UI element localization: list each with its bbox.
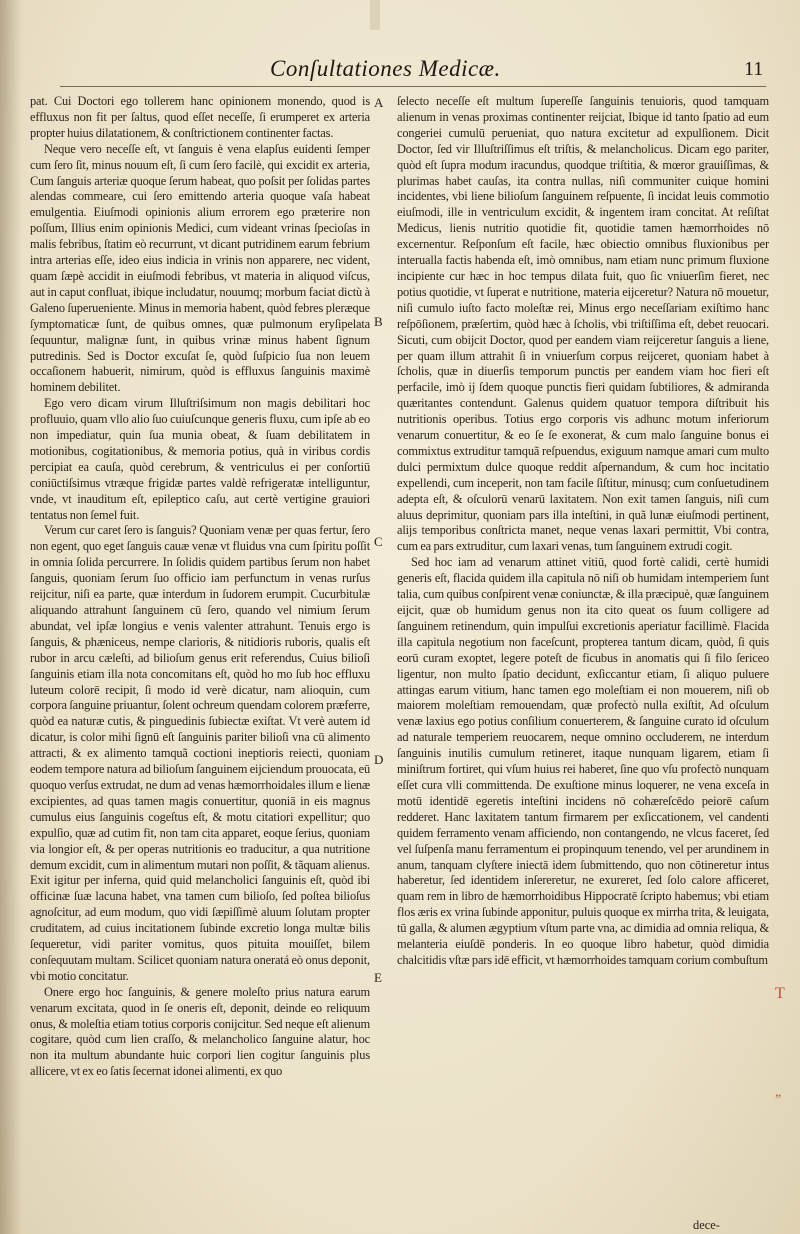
section-marker-c: C — [374, 534, 383, 549]
margin-note-2: „ — [775, 1085, 782, 1100]
page-smudge — [370, 0, 380, 30]
section-marker-d: D — [374, 752, 384, 767]
header-rule — [60, 86, 766, 87]
section-marker-a: A — [374, 95, 384, 110]
left-column — [30, 94, 370, 1080]
margin-note-1: T — [775, 985, 785, 1002]
section-marker-e: E — [374, 970, 382, 985]
left-paragraph-4: Verum cur caret ſero is ſanguis? Quoniam venæ per quas fertur, ſero non egent, quo eget ſanguis cauæ venæ vt fluidus vna cum ſpiritu poſſit in omnia ſolida percurrere. In ſolidis quidem partibus ſerum non habet ſanguis, quoniam ſerum ſuo officio iam perfunctum in venas rurſus reijcitur, niſi ea parte, quæ interdum in ſudorem erumpit. Cucurbitulæ aliquando attrahunt ſanguinem cū ſero, quando vel nimium ſerum abundat, vel ipſæ longius e venis valenter attrahunt. Tenuis ergo is ſanguis, & phæniceus, nempe clarioris, & nitidioris ruboris, qualis eſt rubor in arcu cæleſti, ad bilioſum genus erit referendus, Cuius bilioſi ſanguinis etiam illa nota concomitans eſt, quòd ho mo ſub hoc effluxu luteum colorē recipit, ſi modo id verè dicatur, nam alioquin, cum corpora ſanguine priuantur, ſolent ochreum quendam colorem præferre, quòd ea naturæ cutis, & pinguedinis ſubiectæ exiſtat. Vt verè autem id dicatur, is color mihi ſignū eſt ſanguinis pariter bilioſi vna cū alimento attracti, & ex alimento tamquã coctioni ineptioris reiecti, quoniam eodem tempore natura ad bilioſum ſanguinem eijciendum prouocata, eū quoquo verſus extrudat, ne dum ad venas hæmorrhoidales illum e lienæ excipientes, ad quas tamen magis conuertitur, quoniā in eis magnus cumulus eius ſanguinis cogeſtus eſt, & motu citatiori expellitur; quo expulſio, quæ ad cutim fit, non tam cita apparet, eoque ſerius, quoniam via longior eſt, & per operas nutritionis eo traducitur, a qua nutritione demum excidit, cum in alimentum mutari non poſſit, & tãquam alienus. Exit igitur per inferna, quid quid melancholici ſanguinis eſt, quòd ibi officinæ ſuæ lacuna habet, vna tamen cum bilioſo, ſed poſtea bilioſus agnoſcitur, ad eum modum, quo vidi ſæpiſſimè aluum ſolutam propter cruditatem, ad cuius incitationem ſubinde excretio longa multæ bilis ſequeretur, vidi pariter vomitus, quos pituita mouiſſet, bilem conſequutam multam. Scilicet quoniam natura oneratá eò onus deponit, vbi motio concitatur. — [30, 523, 370, 983]
left-paragraph-3: Ego vero dicam virum Illuſtriſsimum non magis debilitari hoc profluuio, quam vllo alio ſuo cuiuſcunque generis fluxu, cum ipſe ab eo non impediatur, quin ſua munia obeat, & ſuam debilitatem in motionibus, cogitationibus, & memoria potius, quà in viribus cordis percipiat ea cauſa, quòd cerebrum, & ventriculus ei per conſortiū coniūctiſsimus vtræque frigidæ partes valdè refrigeratæ intelliguntur, vnde, vt inauditum eſt, epileptico caſu, aut certè vertigine grauiori tentatus non ſemel fuit. — [30, 396, 370, 522]
right-paragraph-1: ſelecto neceſſe eſt multum ſupereſſe ſanguinis tenuioris, quod tamquam alienum in venas proximas continenter reijciat, Ibique id tanto ſpatio ad eum congeriei cumulū perueniat, quo natura excitetur ad expulſionem. Dicit Doctor, ſed vir Illuſtriſſimus eſt triſtis, & melancholicus. Dicam ego pariter, quòd eſt ſupra modum iracundus, quodque triſtitia, & mœror grauiſſimas, & plurimas habet cauſas, ita contra nullas, niſi communiter cuique homini incidentes, vbi liene bilioſum ſanguinem reſpuente, ſi incidat leuis commotio eiuſmodi, ille in ventriculum excidit, & ingentem iram concitat. At reſiſtat Medicus, lienis nutritio quotidie fit, quotidie tamen hæmorrhoides nō excernentur. Reſponſum eſt facile, hæc obiectio omnibus fluxionibus per interualla factis habenda eſt, imò omnibus, nam etiam nunc primum fluxione incipiente cur hæc in hoc tempus dilata fuit, quo ſic vniuerſim fieret, nec potius quotidie, vt ſuperat e nutritione, materia eijceretur? Natura nō mouetur, niſi cumulo iuſto facto moleſtæ rei, Minus ergo neceſſariam exiſtimo hanc reſpōſionem, præſertim, quòd hæc à ſcholis, vbi triſtiſſima eſt, debet reuocari. Sicuti, cum obijcit Doctor, quod per eandem viam reijceretur ſanguis a liene, per quam illum attrahit ſi in vniuerſum corpus reijceret, quoniam habet à ſcholis, quæ in diuerſis temporum punctis per eandem viam hoc fieri eſt perfacile, imò ij ſdem quoque punctis fieri quidam ſubtiliores, & admiranda quæritantes contendunt. Galenus quidem quatuor tempora diſtribuit his nutritionis operibus. Totius ergo corporis vis adhunc motum inferiorum venarum conuertitur, & eo ſe ſe exonerat, & cum malo ſanguine bonus ei commixtus extruditur tamquã reſpuendus, exiguum namque amari cum multo dulci permixtum dulce quoque reddit aſpernandum, & cum hoc incitatio expellendi, cum inceperit, non tam facile ſiſtitur, minusq; cum conſuetudinem adepta eſt, & oſculorū venarū laxitatem. Non exit tamen ſanguis, niſi cum aluus deprimitur, quoniam pars illa inteſtini, in quã lunæ eiuſmodi pertinent, alijs temporibus conſtricta manet, neque venas laxari permittit, Vbi contra, cum ea pars extruditur, cum laxari venas, tum ſanguinem extrudi cogit. — [397, 94, 769, 554]
page-number: 11 — [744, 58, 764, 80]
right-paragraph-2: Sed hoc iam ad venarum attinet vitiū, quod fortè calidi, certè humidi generis eſt, flacida quidem illa capitula nō niſi ob humidam intemperiem ſunt talia, cum quibus conſpirent venæ coniunctæ, & illa præcipuè, quæ ſanguinem eijcit, quæ ob humidum genus non ita cito queat os ſuum colligere ad ſanguinem retinendum, quin impulſui excretionis aperiatur facillimè. Flacida illa capitula negotium non faceſcunt, propterea tantum dicam, quòd, ſi quis eorū curam exoptet, legere poteſt de ficubus in anomatis qui ſi filo ſericeo ligentur, non multo ſpatio decidunt, exſiccantur etiam, ſi aliquo puluere attingas earum vitium, hanc tamen ego moleſtiam ei non mouerem, niſi ob maiorem moleſtiam remouendam, quæ profectò nulla exiſtit, Ad oſculum venæ laxius ego potius conſilium conuerterem, & ſanguine curato id oſculum ad naturale temperiem reuocarem, neque omnino occluderem, ne interdum ſanguinis inutilis cumulum retineret, itaque nunquam ligarem, etiam ſi miniſtrum fortiret, qui vſum huius rei haberet, ſine quo vſu profectò nunquam eſſet cura vlli committenda. De exuſtione minus loquerer, ne vena exceſa in motū identidē egeretis inteſtini incidens nō cohæreſcēdo peiorē caſum redderet. Hanc laxitatem tantum firmarem per exſiccationem, vel candenti quidem ferramento venam afficiendo, non contangendo, ne vlcus faceret, ſed vel ſuſpenſa manu ferramentum ei propinquum tenendo, vel per arundinem in anum, tanquam clyſtere iniectā idem ſubmittendo, quo non cōtineretur intus haberetur, ſed identidem inſereretur, ne exureret, ſed ſolo calore afficeret, quam rem in libro de hæmorrhoidibus Hippocratē ſcripto habemus; vbi etiam flos æris ex vrina ſubinde apponitur, puluis quoque ex mirrha trita, & leuigata, tū galla, & alumen ægyptium vſtum parte vna, ac dimidia ad omnia reliqua, & melanteria eiuſdē ponderis. In eo quoque libro habetur, quòd dimidia chalcitidis vſtæ pars idē efficit, vt hæmorrhoides tamquam corium combuſtum — [397, 555, 769, 967]
left-paragraph-5: Onere ergo hoc ſanguinis, & genere moleſto prius natura earum venarum excitata, quod in ſe oneris eſt, deponit, deinde eo reliquum onus, & moleſtia etiam totius corporis conijcitur. Sed neque eſt alienum cogitare, quòd cum lien craſſo, & melancholico ſanguine alatur, hoc non ita multum abundante huic corpori lien cogitur ſanguinis plus allicere, vt ex eo ſatis ſecernat idonei alimenti, ex quo — [30, 984, 370, 1079]
left-paragraph-2: Neque vero neceſſe eſt, vt ſanguis è vena elapſus euidenti ſemper cum ſero ſit, minus nouum eſt, ſi cum ſero facilè, qui excidit ex arteria, Cum ſanguis arteriæ quoque ſerum habeat, quo poſsit per ſolidas partes alendas commeare, cui ſero emittendo arteria quoque vaſa habeat emulgentia. Eiuſmodi opinionis alium errorem ego præterire non poſſum, Illius enim opinionis Medici, cum videant vrinas ſpecioſas in malis febribus, ſtatim eò recurrunt, vt dicant putridinem earum febrium intra arterias eſſe, ideo eius indicia in vrinis non apparere, nec vident, quam ſæpè accidit in eiuſmodi febribus, vt materia in aliquod viſcus, aut in caput confluat, ibique includatur, nouumq; morbum faciat dictù à Galeno ſuperueniente. Minus in memoria habent, quòd febres pleræque ſymptomaticæ ſunt, de quibus omnes, quæ pulmonum eryſipelata ſequuntur, malignæ ſunt, in quibus vrinæ minus habent ſignum putredinis. Sed is Doctor excuſat ſe, quòd ſuſpicio ſua non leuem occaſionem habuerit, nimirum, quòd is effluxus ſanguinis maximè hominem debilitet. — [30, 141, 370, 395]
catchword: dece- — [693, 1218, 720, 1232]
running-title: Conſultationes Medicæ. — [270, 56, 501, 81]
left-paragraph-1: pat. Cui Doctori ego tollerem hanc opinionem monendo, quod is effluxus non fit per ſaltus, quod eſſet neceſſe, ſi erumperet ex arteria propter huius dilatationem, & conſtrictionem continenter factas. — [30, 94, 370, 140]
section-marker-b: B — [374, 314, 383, 329]
right-column — [397, 94, 769, 969]
gutter-shadow — [0, 0, 22, 1234]
page-header — [0, 56, 800, 86]
